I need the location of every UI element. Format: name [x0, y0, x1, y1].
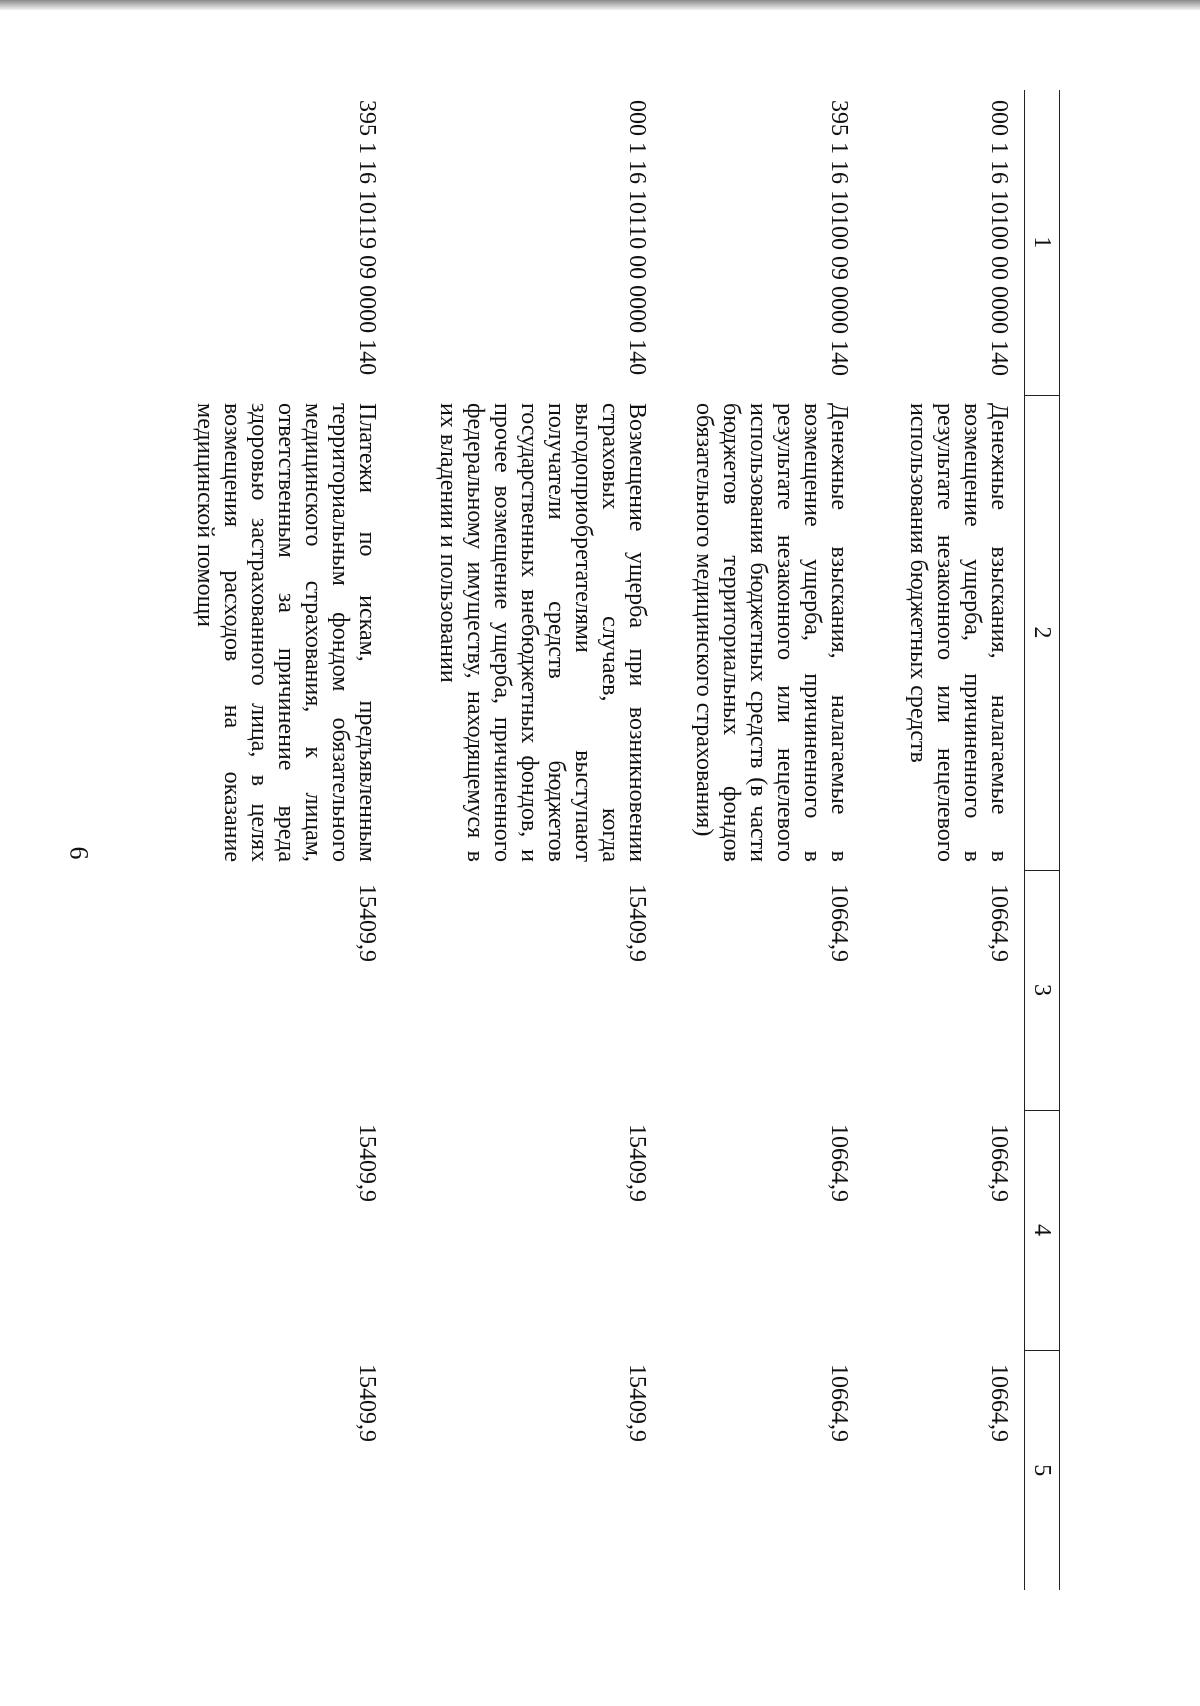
- budget-revenue-table: [162, 90, 1060, 1590]
- amount-cell-col4: 15409,9: [354, 1124, 380, 1202]
- rotated-table-wrapper: [130, 90, 1060, 1590]
- amount-cell-col5: 15409,9: [354, 1364, 380, 1442]
- amount-cell-col4: 10664,9: [986, 1124, 1012, 1202]
- column-header-4: 4: [1025, 1110, 1060, 1350]
- column-header-1: 1: [1025, 90, 1060, 395]
- revenue-code-cell: 395 1 16 10100 09 0000 140: [826, 100, 852, 376]
- description-cell: Платежи по искам, предъявленным территориальным фондом обязательного медицинского страхования, к лицам, ответственным за причинение вреда здоровью застрахованного лица, в целях возмещения расходов на оказание медицинской помощи: [192, 403, 380, 862]
- amount-cell-col3: 15409,9: [624, 884, 650, 962]
- description-cell: Возмещение ущерба при возникновении страховых случаев, когда выгодоприобретателями выступают получатели средств бюджетов государственных внебюджетных фондов, и прочее возмещение ущерба, причиненного федеральному имуществу, находящемуся в их владении и пользовании: [435, 403, 650, 862]
- amount-cell-col4: 10664,9: [826, 1124, 852, 1202]
- amount-cell-col5: 10664,9: [986, 1364, 1012, 1442]
- column-header-3: 3: [1025, 870, 1060, 1110]
- table-row: [392, 90, 662, 1590]
- revenue-code-cell: 000 1 16 10110 00 0000 140: [624, 100, 650, 376]
- amount-cell-col4: 15409,9: [624, 1124, 650, 1202]
- column-header-2: 2: [1025, 395, 1060, 870]
- description-cell: Денежные взыскания, налагаемые в возмещение ущерба, причиненного в результате незаконного или нецелевого использования бюджетных средств: [905, 403, 1012, 862]
- revenue-code-cell: 395 1 16 10119 09 0000 140: [354, 100, 380, 376]
- table-row: [864, 90, 1025, 1590]
- table-row: [162, 90, 392, 1590]
- table-row: [662, 90, 864, 1590]
- scan-top-edge: [0, 0, 1200, 10]
- description-cell: Денежные взыскания, налагаемые в возмещение ущерба, причиненного в результате незаконного или нецелевого использования бюджетных средств (в части бюджетов территориальных фондов обязательного медицинского страхования): [691, 403, 852, 862]
- amount-cell-col3: 10664,9: [826, 884, 852, 962]
- amount-cell-col3: 10664,9: [986, 884, 1012, 962]
- page-number: 6: [64, 846, 94, 860]
- amount-cell-col5: 10664,9: [826, 1364, 852, 1442]
- amount-cell-col5: 15409,9: [624, 1364, 650, 1442]
- column-header-5: 5: [1025, 1350, 1060, 1590]
- revenue-code-cell: 000 1 16 10100 00 0000 140: [986, 100, 1012, 376]
- amount-cell-col3: 15409,9: [354, 884, 380, 962]
- table-header-row: [1025, 90, 1060, 1590]
